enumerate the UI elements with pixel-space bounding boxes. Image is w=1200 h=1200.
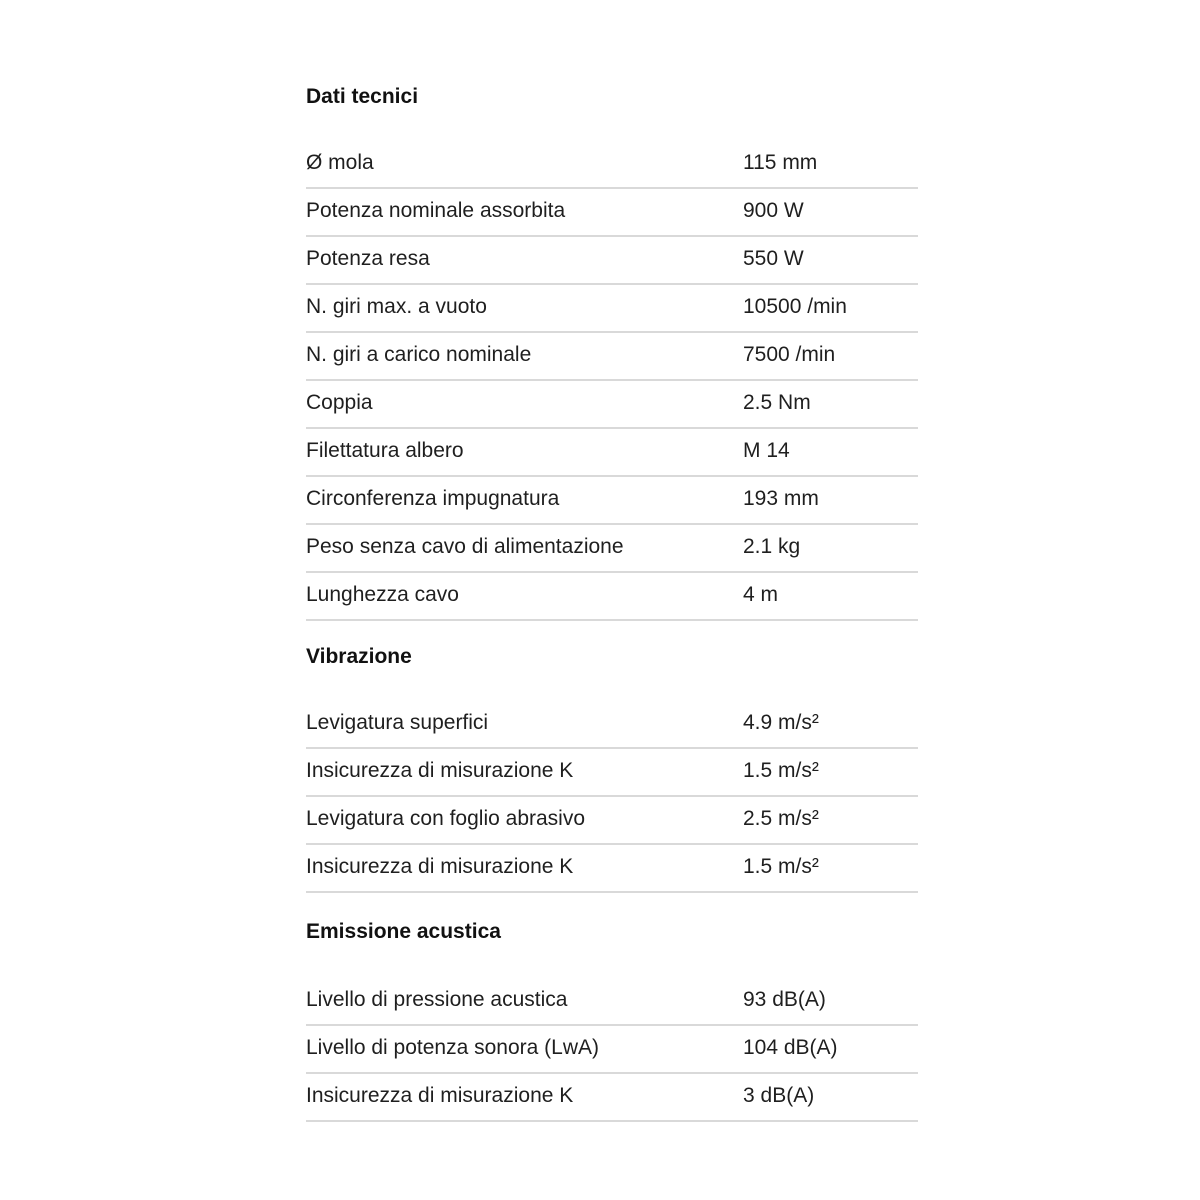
spec-row	[306, 797, 918, 845]
spec-row	[306, 237, 918, 285]
section-title: Vibrazione	[306, 645, 412, 668]
spec-label: Peso senza cavo di alimentazione	[306, 535, 624, 558]
section-title: Dati tecnici	[306, 85, 419, 108]
spec-value: M 14	[743, 439, 790, 462]
spec-value: 7500 /min	[743, 343, 836, 366]
spec-value: 2.5 Nm	[743, 391, 811, 414]
spec-label: Insicurezza di misurazione K	[306, 759, 574, 782]
spec-label: Livello di potenza sonora (LwA)	[306, 1036, 599, 1059]
section-title: Emissione acustica	[306, 920, 501, 943]
spec-value: 1.5 m/s²	[743, 855, 819, 878]
spec-table	[306, 978, 918, 1122]
spec-label: Filettatura albero	[306, 439, 464, 462]
spec-row	[306, 477, 918, 525]
spec-value: 900 W	[743, 199, 804, 222]
spec-label: Potenza nominale assorbita	[306, 199, 566, 222]
spec-value: 93 dB(A)	[743, 988, 826, 1011]
spec-value: 2.5 m/s²	[743, 807, 819, 830]
spec-value: 10500 /min	[743, 295, 847, 318]
spec-value: 3 dB(A)	[743, 1084, 815, 1107]
spec-row	[306, 1026, 918, 1074]
spec-table	[306, 701, 918, 893]
spec-row	[306, 189, 918, 237]
spec-row	[306, 381, 918, 429]
spec-label: Insicurezza di misurazione K	[306, 855, 574, 878]
spec-value: 2.1 kg	[743, 535, 801, 558]
spec-label: Levigatura superfici	[306, 711, 489, 734]
spec-value: 550 W	[743, 247, 804, 270]
spec-value: 104 dB(A)	[743, 1036, 838, 1059]
spec-label: N. giri a carico nominale	[306, 343, 532, 366]
spec-row	[306, 1074, 918, 1122]
spec-label: Potenza resa	[306, 247, 430, 270]
spec-label: Levigatura con foglio abrasivo	[306, 807, 586, 830]
spec-label: Insicurezza di misurazione K	[306, 1084, 574, 1107]
spec-label: N. giri max. a vuoto	[306, 295, 487, 318]
spec-value: 4.9 m/s²	[743, 711, 819, 734]
spec-row	[306, 429, 918, 477]
spec-row	[306, 141, 918, 189]
spec-row	[306, 285, 918, 333]
spec-row	[306, 978, 918, 1026]
spec-value: 1.5 m/s²	[743, 759, 819, 782]
spec-table	[306, 141, 918, 621]
spec-label: Livello di pressione acustica	[306, 988, 568, 1011]
spec-row	[306, 845, 918, 893]
spec-label: Circonferenza impugnatura	[306, 487, 560, 510]
spec-value: 193 mm	[743, 487, 819, 510]
spec-row	[306, 701, 918, 749]
spec-value: 115 mm	[743, 151, 818, 174]
spec-row	[306, 333, 918, 381]
spec-label: Ø mola	[306, 151, 374, 174]
spec-label: Coppia	[306, 391, 373, 414]
spec-value: 4 m	[743, 583, 779, 606]
spec-row	[306, 573, 918, 621]
spec-row	[306, 749, 918, 797]
spec-label: Lunghezza cavo	[306, 583, 459, 606]
spec-row	[306, 525, 918, 573]
